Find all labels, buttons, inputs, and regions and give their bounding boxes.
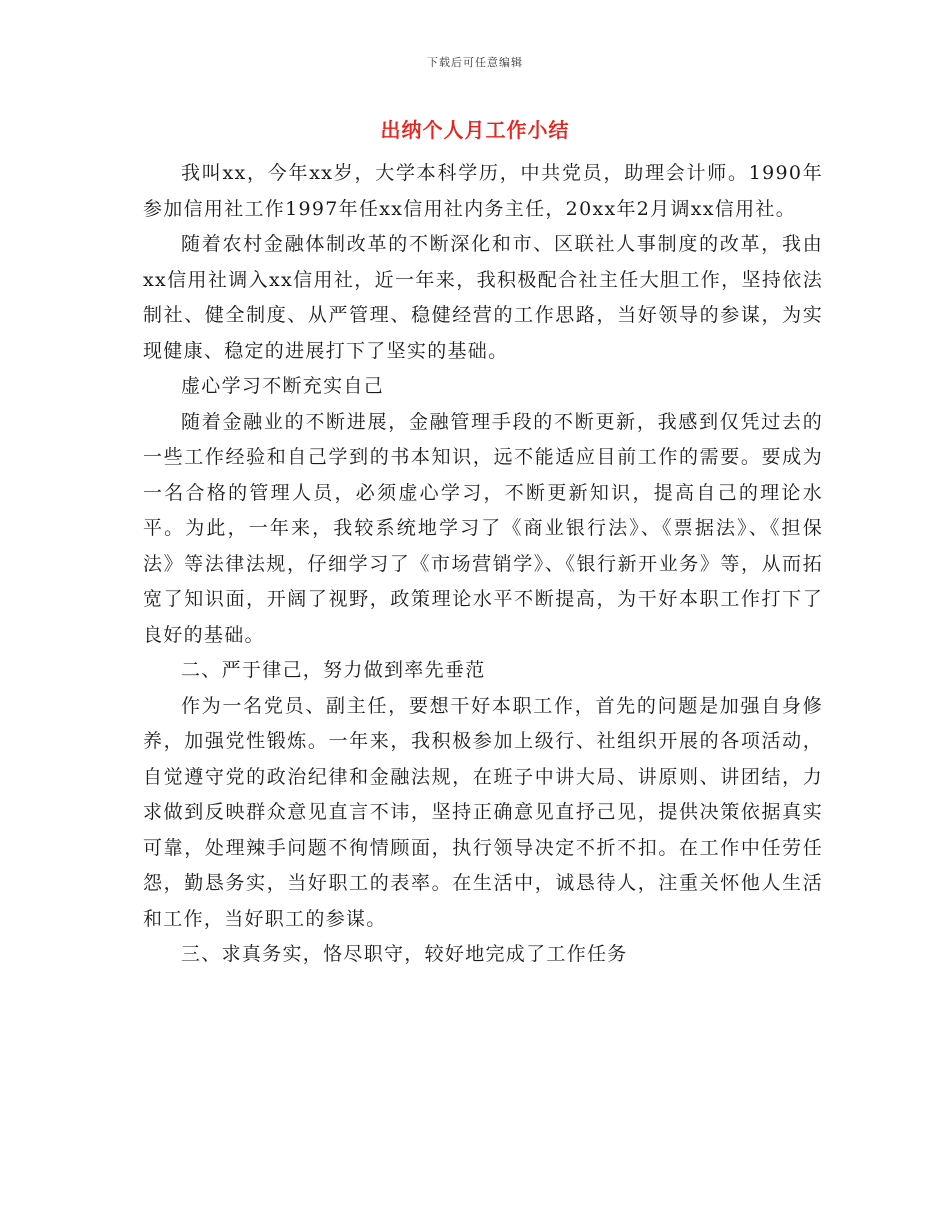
paragraph-background: 随着农村金融体制改革的不断深化和市、区联社人事制度的改革，我由xx信用社调入xx信用社，近一年来，我积极配合社主任大胆工作，坚持依法制社、健全制度、从严管理、稳健经营的工作思路，当好领导的参谋，为实现健康、稳定的进展打下了坚实的基础。 — [143, 233, 823, 362]
section-heading-study: 虚心学习不断充实自己 — [181, 375, 385, 397]
section-heading-duty: 三、求真务实，恪尽职守，较好地完成了工作任务 — [181, 943, 628, 965]
paragraph-discipline: 作为一名党员、副主任，要想干好本职工作，首先的问题是加强自身修养，加强党性锻炼。一年来，我积极参加上级行、社组织开展的各项活动，自觉遵守党的政治纪律和金融法规，在班子中讲大局、讲原则、讲团结，力求做到反映群众意见直言不讳，坚持正确意见直抒己见，提供决策依据真实可靠，处理辣手问题不徇情顾面，执行领导决定不折不扣。在工作中任劳任怨，勤恳务实，当好职工的表率。在生活中，诚恳待人，注重关怀他人生活和工作，当好职工的参谋。 — [143, 694, 823, 930]
paragraph-study: 随着金融业的不断进展，金融管理手段的不断更新，我感到仅凭过去的一些工作经验和自己学到的书本知识，远不能适应目前工作的需要。要成为一名合格的管理人员，必须虚心学习，不断更新知识，提高自己的理论水平。为此，一年来，我较系统地学习了《商业银行法》、《票据法》、《担保法》等法律法规，仔细学习了《市场营销学》、《银行新开业务》等，从而拓宽了知识面，开阔了视野，政策理论水平不断提高，为干好本职工作打下了良好的基础。 — [143, 410, 823, 646]
header-note: 下载后可任意编辑 — [427, 56, 523, 69]
document-body — [143, 156, 823, 973]
section-heading-discipline: 二、严于律己，努力做到率先垂范 — [181, 659, 486, 681]
document-title: 出纳个人月工作小结 — [380, 118, 570, 142]
paragraph-intro: 我叫xx，今年xx岁，大学本科学历，中共党员，助理会计师。1990年参加信用社工作1997年任xx信用社内务主任，20xx年2月调xx信用社。 — [143, 162, 823, 220]
